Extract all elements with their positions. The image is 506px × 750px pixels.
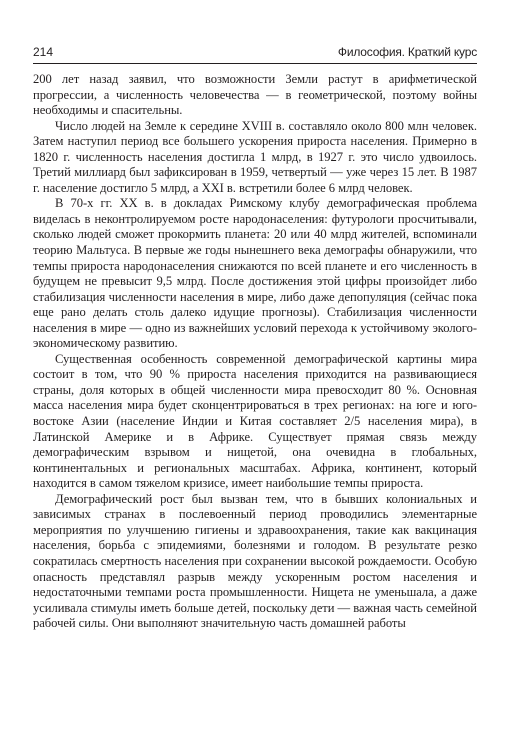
paragraph-developing-countries: Существенная особенность современной демографической картины мира состоит в том, что 90 % прироста населения приходится на развивающиеся страны, доля которых в общей численности мира превосходит 80 %. Основная масса населения мира будет сконцентрироваться в трех регионах: на юге и юго-востоке Азии (население Индии и Китая составляет 2/5 населения мира), в Латинской Америке и в Африке. Существует прямая связь между демографическим взрывом и нищетой, она очевидна в глобальных, континентальных и региональных масштабах. Африка, континент, который находится в самом тяжелом кризисе, имеет наибольшие темпы прироста.	[33, 351, 477, 491]
body-text	[33, 72, 477, 632]
page-number: 214	[33, 45, 54, 59]
paragraph-continued: 200 лет назад заявил, что возможности Земли растут в арифметической прогрессии, а численность человечества — в геометрической, поэтому войны необходимы и спасительны.	[33, 72, 477, 118]
page-header	[33, 44, 477, 60]
paragraph-population-history: Число людей на Земле к середине XVIII в. составляло около 800 млн человек. Затем наступил период все большего ускорения прироста населения. Примерно в 1820 г. численность населения достигла 1 млрд, в 1927 г. это число удвоилось. Третий миллиард был зафиксирован в 1959, четвертый — уже через 15 лет. В 1987 г. население достигло 5 млрд, а XXI в. встретили более 6 млрд человек.	[33, 118, 477, 195]
running-title: Философия. Краткий курс	[337, 45, 477, 59]
header-rule	[33, 63, 477, 64]
paragraph-rome-club: В 70-х гг. XX в. в докладах Римскому клубу демографическая проблема виделась в неконтролируемом росте народонаселения: футурологи просчитывали, сколько людей сможет прокормить планета: 20 или 40 млрд жителей, вспоминали теорию Мальтуса. В первые же годы нынешнего века демографы обнаружили, что темпы прироста народонаселения снижаются по всей планете и его численность в будущем не превысит 9,5 млрд. После достижения этой цифры произойдет либо стабилизация численности населения в мире, либо даже депопуляция (сейчас пока еще рано делать столь далеко идущие прогнозы). Стабилизация численности населения в мире — одно из важнейших условий перехода к устойчивому эколого-экономическому развитию.	[33, 196, 477, 351]
paragraph-demographic-growth: Демографический рост был вызван тем, что в бывших колониальных и зависимых странах в послевоенный период проводились элементарные мероприятия по улучшению гигиены и здравоохранения, такие как вакцинация населения, борьба с эпидемиями, болезнями и голодом. В результате резко сократилась смертность населения при сохранении высокой рождаемости. Особую опасность представлял разрыв между ускоренным ростом населения и недостаточными темпами роста промышленности. Нищета не уменьшала, а даже усиливала стимулы иметь больше детей, поскольку дети — важная часть семейной рабочей силы. Они выполняют значительную часть домашней работы	[33, 491, 477, 631]
